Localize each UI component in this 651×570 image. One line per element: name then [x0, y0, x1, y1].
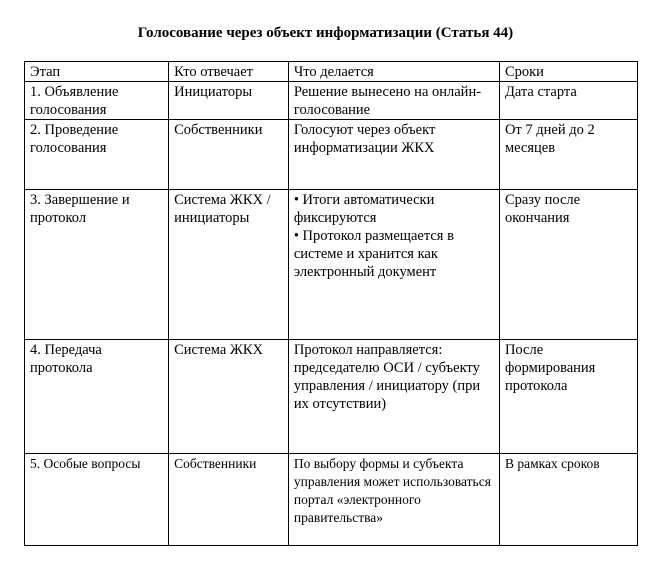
- cell-responsible: Система ЖКХ / инициаторы: [169, 190, 289, 340]
- header-stage: Этап: [25, 62, 169, 82]
- cell-deadline: Сразу после окончания: [499, 190, 637, 340]
- cell-stage: 5. Особые вопросы: [25, 454, 169, 546]
- header-deadline: Сроки: [499, 62, 637, 82]
- cell-responsible: Инициаторы: [169, 82, 289, 120]
- voting-stages-table: [24, 61, 638, 546]
- cell-responsible: Собственники: [169, 454, 289, 546]
- cell-responsible: Система ЖКХ: [169, 340, 289, 454]
- table-header-row: [25, 62, 638, 82]
- cell-stage: 4. Передача протокола: [25, 340, 169, 454]
- cell-action: Решение вынесено на онлайн-голосование: [288, 82, 499, 120]
- cell-deadline: Дата старта: [499, 82, 637, 120]
- cell-deadline: После формирования протокола: [499, 340, 637, 454]
- cell-stage: 1. Объявление голосования: [25, 82, 169, 120]
- cell-stage: 2. Проведение голосования: [25, 120, 169, 190]
- page-title: Голосование через объект информатизации (Статья 44): [137, 25, 514, 41]
- cell-action: [288, 190, 499, 340]
- table-row: [25, 120, 638, 190]
- table-row: [25, 340, 638, 454]
- cell-deadline: В рамках сроков: [499, 454, 637, 546]
- bullet-item: • Протокол размещается в системе и хранится как электронный документ: [293, 228, 454, 280]
- cell-stage: 3. Завершение и протокол: [25, 190, 169, 340]
- cell-action: Протокол направляется: председателю ОСИ / субъекту управления / инициатору (при их отсутствии): [288, 340, 499, 454]
- header-responsible: Кто отвечает: [169, 62, 289, 82]
- cell-responsible: Собственники: [169, 120, 289, 190]
- cell-action: Голосуют через объект информатизации ЖКХ: [288, 120, 499, 190]
- cell-deadline: От 7 дней до 2 месяцев: [499, 120, 637, 190]
- cell-action: По выбору формы и субъекта управления может использоваться портал «электронного правительства»: [288, 454, 499, 546]
- bullet-item: • Итоги автоматически фиксируются: [293, 192, 435, 226]
- table-row: [25, 190, 638, 340]
- header-action: Что делается: [288, 62, 499, 82]
- table-row: [25, 82, 638, 120]
- table-row: [25, 454, 638, 546]
